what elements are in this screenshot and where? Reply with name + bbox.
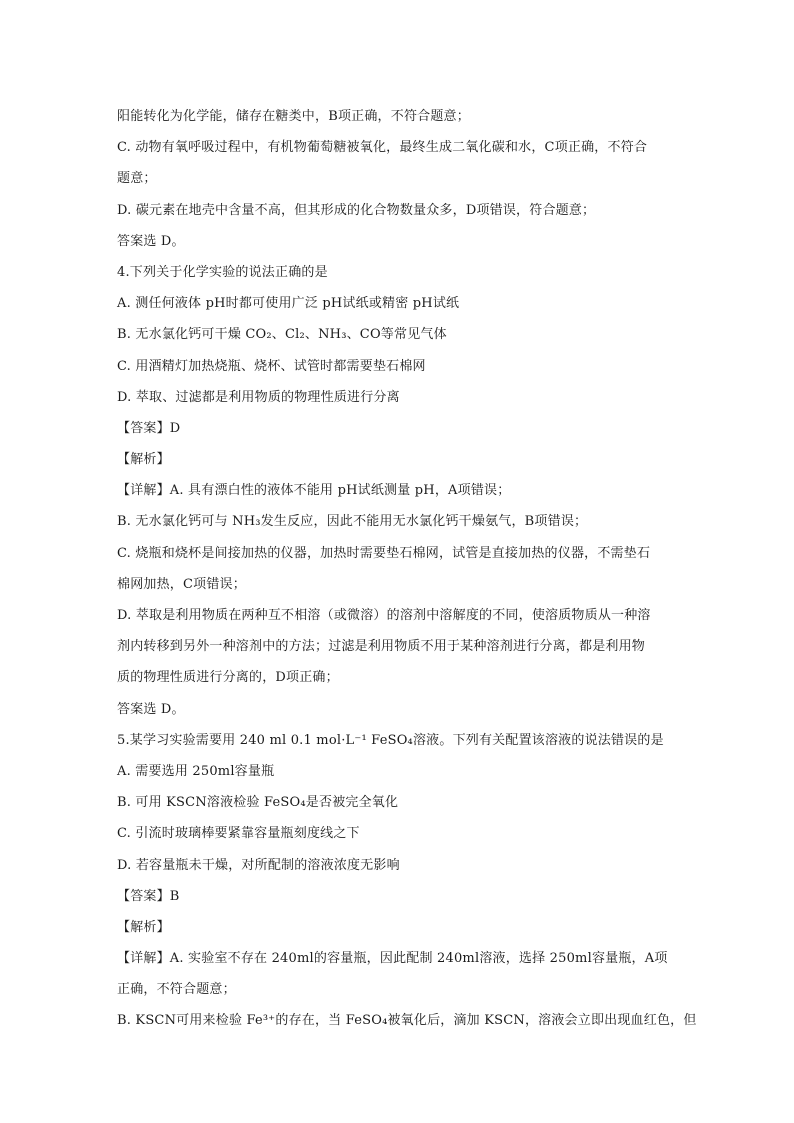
question-5-answer: 【答案】B xyxy=(117,888,180,904)
question-4-option-d: D. 萃取、过滤都是利用物质的物理性质进行分离 xyxy=(117,389,400,405)
text-line: 剂内转移到另外一种溶剂中的方法；过滤是利用物质不用于某种溶剂进行分离，都是利用物 xyxy=(117,639,646,655)
text-line: C. 动物有氧呼吸过程中，有机物葡萄糖被氧化，最终生成二氧化碳和水，C项正确，不符合 xyxy=(117,140,648,156)
text-line: 棉网加热，C项错误； xyxy=(117,576,246,592)
text-line: 题意； xyxy=(117,171,157,187)
text-line: C. 烧瓶和烧杯是间接加热的仪器，加热时需要垫石棉网，试管是直接加热的仪器，不需垫石 xyxy=(117,545,651,561)
question-4-option-b: B. 无水氯化钙可干燥 CO₂、Cl₂、NH₃、CO等常见气体 xyxy=(117,327,447,343)
text-line: 答案选 D。 xyxy=(117,233,185,249)
question-5-option-d: D. 若容量瓶未干燥，对所配制的溶液浓度无影响 xyxy=(117,857,400,873)
text-line: B. 无水氯化钙可与 NH₃发生反应，因此不能用无水氯化钙干燥氨气，B项错误； xyxy=(117,514,588,530)
question-4-answer: 【答案】D xyxy=(117,420,181,436)
question-5-option-a: A. 需要选用 250ml容量瓶 xyxy=(117,763,275,779)
text-line: 答案选 D。 xyxy=(117,701,185,717)
text-line: 质的物理性质进行分离的，D项正确； xyxy=(117,670,339,686)
question-5-option-b: B. 可用 KSCN溶液检验 FeSO₄是否被完全氧化 xyxy=(117,795,399,811)
text-line: 【详解】A. 实验室不存在 240ml的容量瓶，因此配制 240ml溶液，选择 250ml容量瓶，A项 xyxy=(117,951,668,967)
text-line: B. KSCN可用来检验 Fe³⁺的存在，当 FeSO₄被氧化后，滴加 KSCN，溶液会立即出现血红色，但 xyxy=(117,1013,697,1029)
text-line: D. 碳元素在地壳中含量不高，但其形成的化合物数量众多，D项错误，符合题意； xyxy=(117,202,596,218)
text-line: D. 萃取是利用物质在两种互不相溶（或微溶）的溶剂中溶解度的不同，使溶质物质从一种溶 xyxy=(117,608,651,623)
text-line: 正确，不符合题意； xyxy=(117,982,236,998)
question-5-option-c: C. 引流时玻璃棒要紧靠容量瓶刻度线之下 xyxy=(117,826,360,842)
question-4-option-a: A. 测任何液体 pH时都可使用广泛 pH试纸或精密 pH试纸 xyxy=(117,296,460,312)
text-line: 【详解】A. 具有漂白性的液体不能用 pH试纸测量 pH，A项错误； xyxy=(117,483,511,499)
question-4-option-c: C. 用酒精灯加热烧瓶、烧杯、试管时都需要垫石棉网 xyxy=(117,358,426,374)
question-4-stem: 4.下列关于化学实验的说法正确的是 xyxy=(117,264,328,280)
question-5-analysis-heading: 【解析】 xyxy=(117,919,170,935)
question-4-analysis-heading: 【解析】 xyxy=(117,452,170,468)
text-line: 阳能转化为化学能，储存在糖类中，B项正确，不符合题意； xyxy=(117,109,470,124)
document-page xyxy=(117,101,697,1037)
question-5-stem: 5.某学习实验需要用 240 ml 0.1 mol·L⁻¹ FeSO₄溶液。下列有关配置该溶液的说法错误的是 xyxy=(117,732,664,748)
